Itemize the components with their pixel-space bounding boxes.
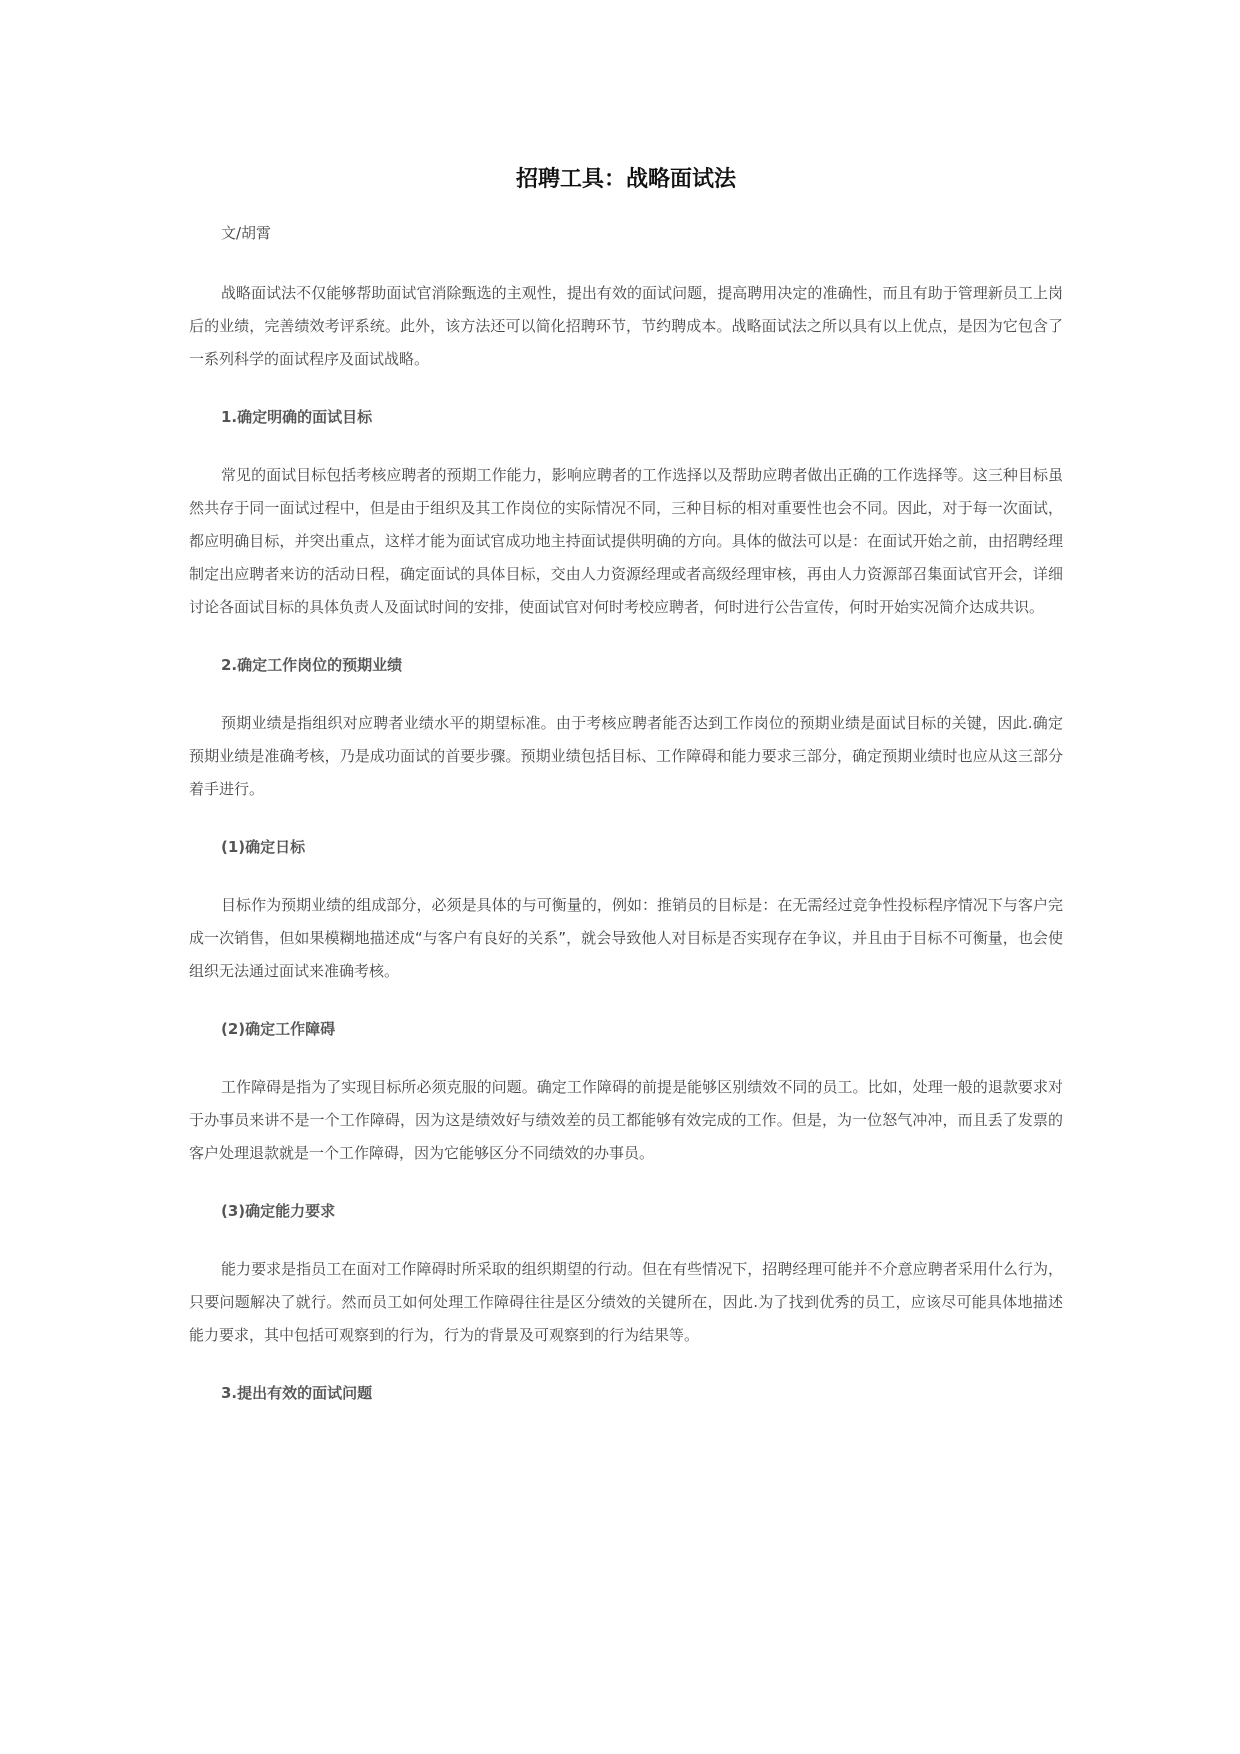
section-3-heading: 3.提出有效的面试问题 bbox=[221, 1384, 373, 1402]
subsection-3-paragraph: 能力要求是指员工在面对工作障碍时所采取的组织期望的行动。但在有些情况下，招聘经理可能并不介意应聘者采用什么行为，只要问题解决了就行。然而员工如何处理工作障碍往往是区分绩效的关键所在，因此.为了找到优秀的员工，应该尽可能具体地描述能力要求，其中包括可观察到的行为，行为的背景及可观察到的行为结果等。 bbox=[189, 1260, 1063, 1344]
section-2-heading: 2.确定工作岗位的预期业绩 bbox=[221, 656, 403, 674]
intro-paragraph: 战略面试法不仅能够帮助面试官消除甄选的主观性，提出有效的面试问题，提高聘用决定的准确性，而且有助于管理新员工上岗后的业绩，完善绩效考评系统。此外，该方法还可以简化招聘环节，节约聘成本。战略面试法之所以具有以上优点，是因为它包含了一系列科学的面试程序及面试战略。 bbox=[189, 284, 1063, 368]
subsection-2-heading: (2)确定工作障碍 bbox=[221, 1020, 336, 1038]
subsection-3-heading: (3)确定能力要求 bbox=[221, 1202, 336, 1220]
subsection-2-paragraph: 工作障碍是指为了实现目标所必须克服的问题。确定工作障碍的前提是能够区别绩效不同的员工。比如，处理一般的退款要求对于办事员来讲不是一个工作障碍，因为这是绩效好与绩效差的员工都能够有效完成的工作。但是，为一位怒气冲冲，而且丢了发票的客户处理退款就是一个工作障碍，因为它能够区分不同绩效的办事员。 bbox=[189, 1078, 1063, 1162]
section-1-heading: 1.确定明确的面试目标 bbox=[221, 408, 373, 426]
subsection-1-paragraph: 目标作为预期业绩的组成部分，必须是具体的与可衡量的，例如：推销员的目标是：在无需经过竞争性投标程序情况下与客户完成一次销售，但如果模糊地描述成“与客户有良好的关系”，就会导致他人对目标是否实现存在争议，并且由于目标不可衡量，也会使组织无法通过面试来准确考核。 bbox=[189, 896, 1063, 980]
subsection-1-heading: (1)确定日标 bbox=[221, 838, 306, 856]
author-byline: 文/胡霄 bbox=[221, 224, 272, 242]
section-2-paragraph: 预期业绩是指组织对应聘者业绩水平的期望标准。由于考核应聘者能否达到工作岗位的预期业绩是面试目标的关键，因此.确定预期业绩是准确考核，乃是成功面试的首要步骤。预期业绩包括目标、工作障碍和能力要求三部分，确定预期业绩时也应从这三部分着手进行。 bbox=[189, 714, 1063, 798]
document-page bbox=[189, 160, 1063, 1404]
section-1-paragraph: 常见的面试目标包括考核应聘者的预期工作能力，影响应聘者的工作选择以及帮助应聘者做出正确的工作选择等。这三种目标虽然共存于同一面试过程中，但是由于组织及其工作岗位的实际情况不同，三种目标的相对重要性也会不同。因此，对于每一次面试，都应明确目标，并突出重点，这样才能为面试官成功地主持面试提供明确的方向。具体的做法可以是：在面试开始之前，由招聘经理制定出应聘者来访的活动日程，确定面试的具体目标，交由人力资源经理或者高级经理审核，再由人力资源部召集面试官开会，详细讨论各面试目标的具体负责人及面试时间的安排，使面试官对何时考校应聘者，何时进行公告宣传，何时开始实况简介达成共识。 bbox=[189, 466, 1063, 616]
document-title: 招聘工具：战略面试法 bbox=[515, 167, 736, 192]
